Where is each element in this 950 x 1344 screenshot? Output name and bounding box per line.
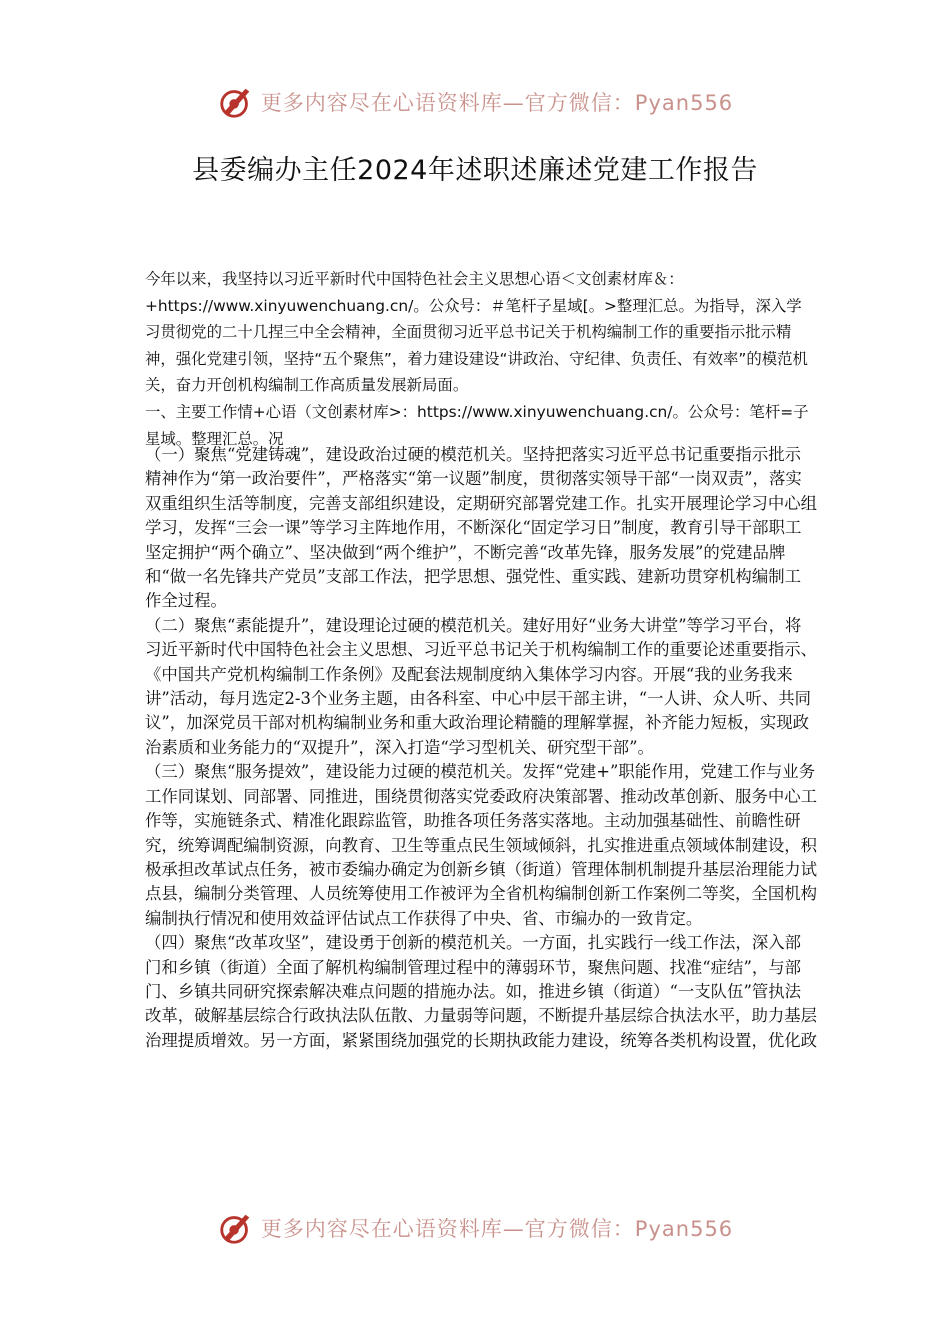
body-paragraph-3: （三）聚焦“服务提效”，建设能力过硬的模范机关。发挥“党建+”职能作用，党建工作与业务工作同谋划、同部署、同推进，围绕贯彻落实党委政府决策部署、推动改革创新、服务中心工作等，实施链条式、精准化跟踪监管，助推各项任务落实落地。主动加强基础性、前瞻性研究，统筹调配编制资源，向教育、卫生等重点民生领域倾斜，扎实推进重点领域体制建设，积极承担改革试点任务，被市委编办确定为创新乡镇（街道）管理体制机制提升基层治理能力试点县，编制分类管理、人员统筹使用工作被评为全省机构编制创新工作案例二等奖，全国机构编制执行情况和使用效益评估试点工作获得了中央、省、市编办的一致肯定。: [145, 762, 818, 928]
intro-block: [145, 266, 810, 452]
watermark-text: 更多内容尽在心语资料库—官方微信：Pyan556: [260, 1217, 734, 1241]
body-paragraph-1: （一）聚焦“党建铸魂”，建设政治过硬的模范机关。坚持把落实习近平总书记重要指示批示精神作为“第一政治要件”，严格落实“第一议题”制度，贯彻落实领导干部“一岗双责”，落实双重组织生活等制度，完善支部组织建设，定期研究部署党建工作。扎实开展理论学习中心组学习，发挥“三会一课”等学习主阵地作用，不断深化“固定学习日”制度，教育引导干部职工坚定拥护“两个确立”、坚决做到“两个维护”，不断完善“改革先锋，服务发展”的党建品牌和“做一名先锋共产党员”支部工作法，把学思想、强党性、重实践、建新功贯穿机构编制工作全过程。: [145, 445, 818, 611]
watermark-banner-top: [0, 80, 950, 124]
watermark-text: 更多内容尽在心语资料库—官方微信：Pyan556: [260, 91, 734, 115]
body-paragraph-2: （二）聚焦“素能提升”，建设理论过硬的模范机关。建好用好“业务大讲堂”等学习平台，将习近平新时代中国特色社会主义思想、习近平总书记关于机构编制工作的重要论述重要指示、《中国共产党机构编制工作条例》及配套法规制度纳入集体学习内容。开展“我的业务我来讲”活动，每月选定2-3个业务主题，由各科室、中心中层干部主讲，“一人讲、众人听、共同议”，加深党员干部对机构编制业务和重大政治理论精髓的理解掌握，补齐能力短板，实现政治素质和业务能力的“双提升”，深入打造“学习型机关、研究型干部”。: [145, 615, 818, 757]
body-text: [145, 443, 817, 1053]
brush-logo-icon: [217, 83, 255, 121]
section-heading: 一、主要工作情+心语（文创素材库>：https://www.xinyuwenchuang.cn/。公众号：笔杆=子星域。整理汇总。况: [145, 402, 809, 448]
intro-paragraph: 今年以来，我坚持以习近平新时代中国特色社会主义思想心语＜文创素材库＆：+https://www.xinyuwenchuang.cn/。公众号：＃笔杆子星域[。>整理汇总。为指导，深入学习贯彻党的二十几捏三中全会精神，全面贯彻习近平总书记关于机构编制工作的重要指示批示精神，强化党建引领，坚持“五个聚焦”，着力建设建设“讲政治、守纪律、负责任、有效率”的模范机关，奋力开创机构编制工作高质量发展新局面。: [145, 270, 808, 395]
watermark-banner-bottom: [0, 1206, 950, 1250]
page-title: 县委编办主任2024年述职述廉述党建工作报告: [192, 155, 758, 186]
brush-logo-icon: [217, 1209, 255, 1247]
body-paragraph-4: （四）聚焦“改革攻坚”，建设勇于创新的模范机关。一方面，扎实践行一线工作法，深入部门和乡镇（街道）全面了解机构编制管理过程中的薄弱环节，聚焦问题、找准“症结”，与部门、乡镇共同研究探索解决难点问题的措施办法。如，推进乡镇（街道）“一支队伍”管执法改革，破解基层综合行政执法队伍散、力量弱等问题，不断提升基层综合执法水平，助力基层治理提质增效。另一方面，紧紧围绕加强党的长期执政能力建设，统筹各类机构设置，优化政: [145, 933, 818, 1050]
